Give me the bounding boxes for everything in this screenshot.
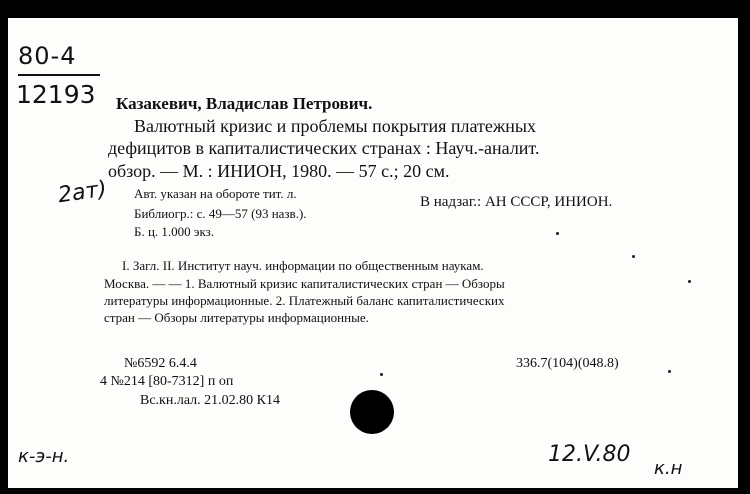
speck	[688, 280, 691, 283]
order-line: 4 №214 [80-7312] п оп	[100, 374, 234, 389]
price-note: Б. ц. 1.000 экз.	[134, 224, 215, 239]
title-line-1: Валютный кризис и проблемы покрытия платежных	[134, 116, 537, 136]
header-note: В надзаг.: АН СССР, ИНИОН.	[420, 194, 613, 210]
title-line-2: дефицитов в капиталистических странах : Науч.-аналит.	[108, 138, 540, 158]
punch-hole	[350, 390, 394, 434]
handwritten-date: 12.V.80	[548, 442, 631, 467]
speck	[380, 373, 383, 376]
speck	[632, 255, 635, 258]
speck	[556, 232, 559, 235]
author-heading: Казакевич, Владислав Петрович.	[116, 94, 373, 113]
tracing-line-2: Москва. — — 1. Валютный кризис капиталистических стран — Обзоры	[104, 276, 505, 291]
classification-index: 336.7(104)(048.8)	[516, 356, 619, 371]
bibliography-note: Библиогр.: с. 49—57 (93 назв.).	[134, 206, 307, 221]
handwritten-shelfmark-top: 80-4	[18, 42, 77, 70]
author-note: Авт. указан на обороте тит. л.	[134, 186, 297, 201]
tracing-line-4: стран — Обзоры литературы информационные.	[104, 310, 369, 325]
handwritten-bottom-left: к-э-н.	[18, 446, 70, 467]
tracing-line-3: литературы информационные. 2. Платежный баланс капиталистических	[104, 293, 505, 308]
printing-line: Вс.кн.лал. 21.02.80 К14	[140, 393, 280, 408]
handwritten-margin-note: 2aт)	[56, 176, 109, 209]
handwritten-shelfmark-bottom: 12193	[16, 80, 96, 109]
tracing-line-1: I. Загл. II. Институт науч. информации по общественным наукам.	[122, 258, 484, 273]
handwritten-initials: к.н	[654, 458, 683, 479]
catalog-card	[8, 18, 738, 488]
shelfmark-underline	[18, 74, 100, 76]
card-number: №6592 6.4.4	[124, 356, 197, 371]
title-line-3: обзор. — М. : ИНИОН, 1980. — 57 с.; 20 см.	[108, 161, 450, 181]
speck	[668, 370, 671, 373]
